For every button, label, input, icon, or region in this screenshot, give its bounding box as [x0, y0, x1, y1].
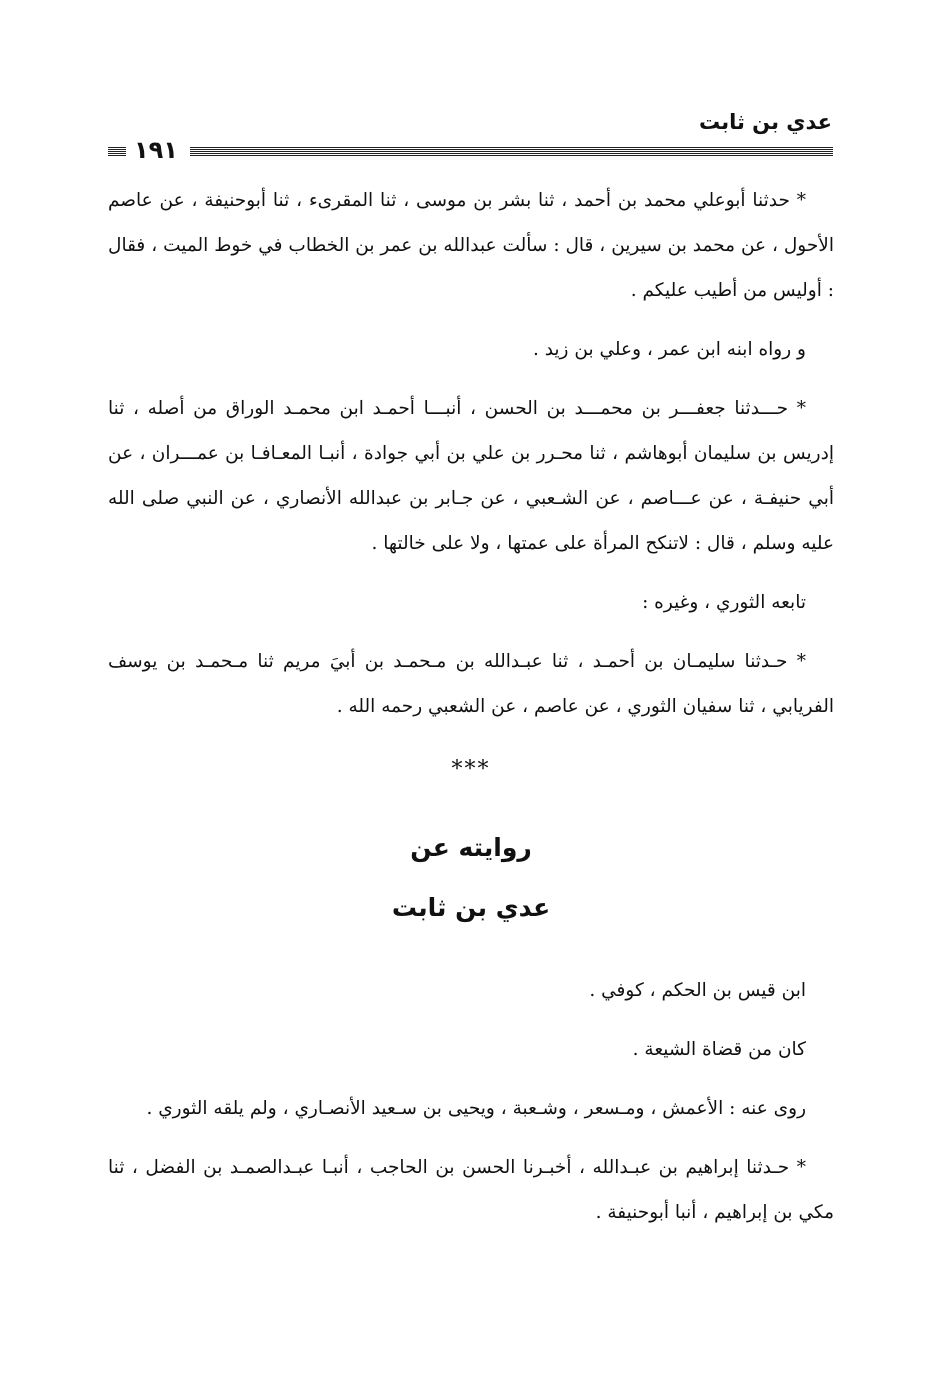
paragraph-hadith-3: * حـدثنا سليمـان بن أحمـد ، ثنا عبـدالله بن مـحمـد بن أبيَ مريم ثنا مـحمـد بن يوسف الفريابي ، ثنا سفيان الثوري ، عن عاصم ، عن الشعبي رحمه الله .: [108, 651, 834, 717]
paragraph-bio-1: ابن قيس بن الحكم ، كوفي .: [589, 980, 806, 1001]
section-heading: [108, 818, 834, 938]
paragraph-followup-note: تابعه الثوري ، وغيره :: [642, 592, 806, 613]
section-heading-line-1: روايته عن: [410, 833, 532, 862]
paragraph-hadith-1: * حدثنا أبوعلي محمد بن أحمد ، ثنا بشر بن موسى ، ثنا المقرىء ، ثنا أبوحنيفة ، عن عاصم الأحول ، عن محمد بن سيرين ، قال : سألت عبدالله بن عمر بن الخطاب في خوط الميت ، فقال : أوليس من أطيب عليكم .: [108, 190, 834, 301]
header-rule: [108, 136, 833, 164]
paragraph-hadith-2: * حـــدثنا جعفـــر بن محمـــد بن الحسن ، أنبـــا أحمـد ابن محمـد الوراق من أصله ، ثنا إدريس بن سليمان أبوهاشم ، ثنا محـرر بن علي بن أبي جوادة ، أنبـا المعـافـا بن عمـــران ، عن أبي حنيفـة ، عن عـــاصم ، عن الشـعبي ، عن جـابر بن عبدالله الأنصاري ، عن النبي صلى الله عليه وسلم ، قال : لاتنكح المرأة على عمتها ، ولا على خالتها .: [108, 398, 834, 554]
page-number: ١٩١: [134, 136, 178, 164]
paragraph-bio-2: كان من قضاة الشيعة .: [632, 1039, 806, 1060]
rule-left-segment: [108, 147, 126, 157]
paragraph-narration-note: و رواه ابنه ابن عمر ، وعلي بن زيد .: [532, 339, 806, 360]
running-title: عدي بن ثابت: [698, 110, 832, 134]
section-separator: ***: [451, 757, 491, 782]
paragraph-hadith-4: * حـدثنا إبراهيم بن عبـدالله ، أخبـرنا الحسن بن الحاجب ، أنبـا عبـدالصمـد بن الفضل ، ثنا مكي بن إبراهيم ، أنبا أبوحنيفة .: [108, 1157, 834, 1223]
paragraph-bio-3: روى عنه : الأعمش ، ومـسعر ، وشـعبة ، ويحيى بن سـعيد الأنصـاري ، ولم يلقه الثوري .: [146, 1098, 806, 1119]
section-heading-line-2: عدي بن ثابت: [391, 893, 551, 922]
body-text: [108, 178, 834, 1249]
rule-right-segment: [190, 147, 833, 157]
